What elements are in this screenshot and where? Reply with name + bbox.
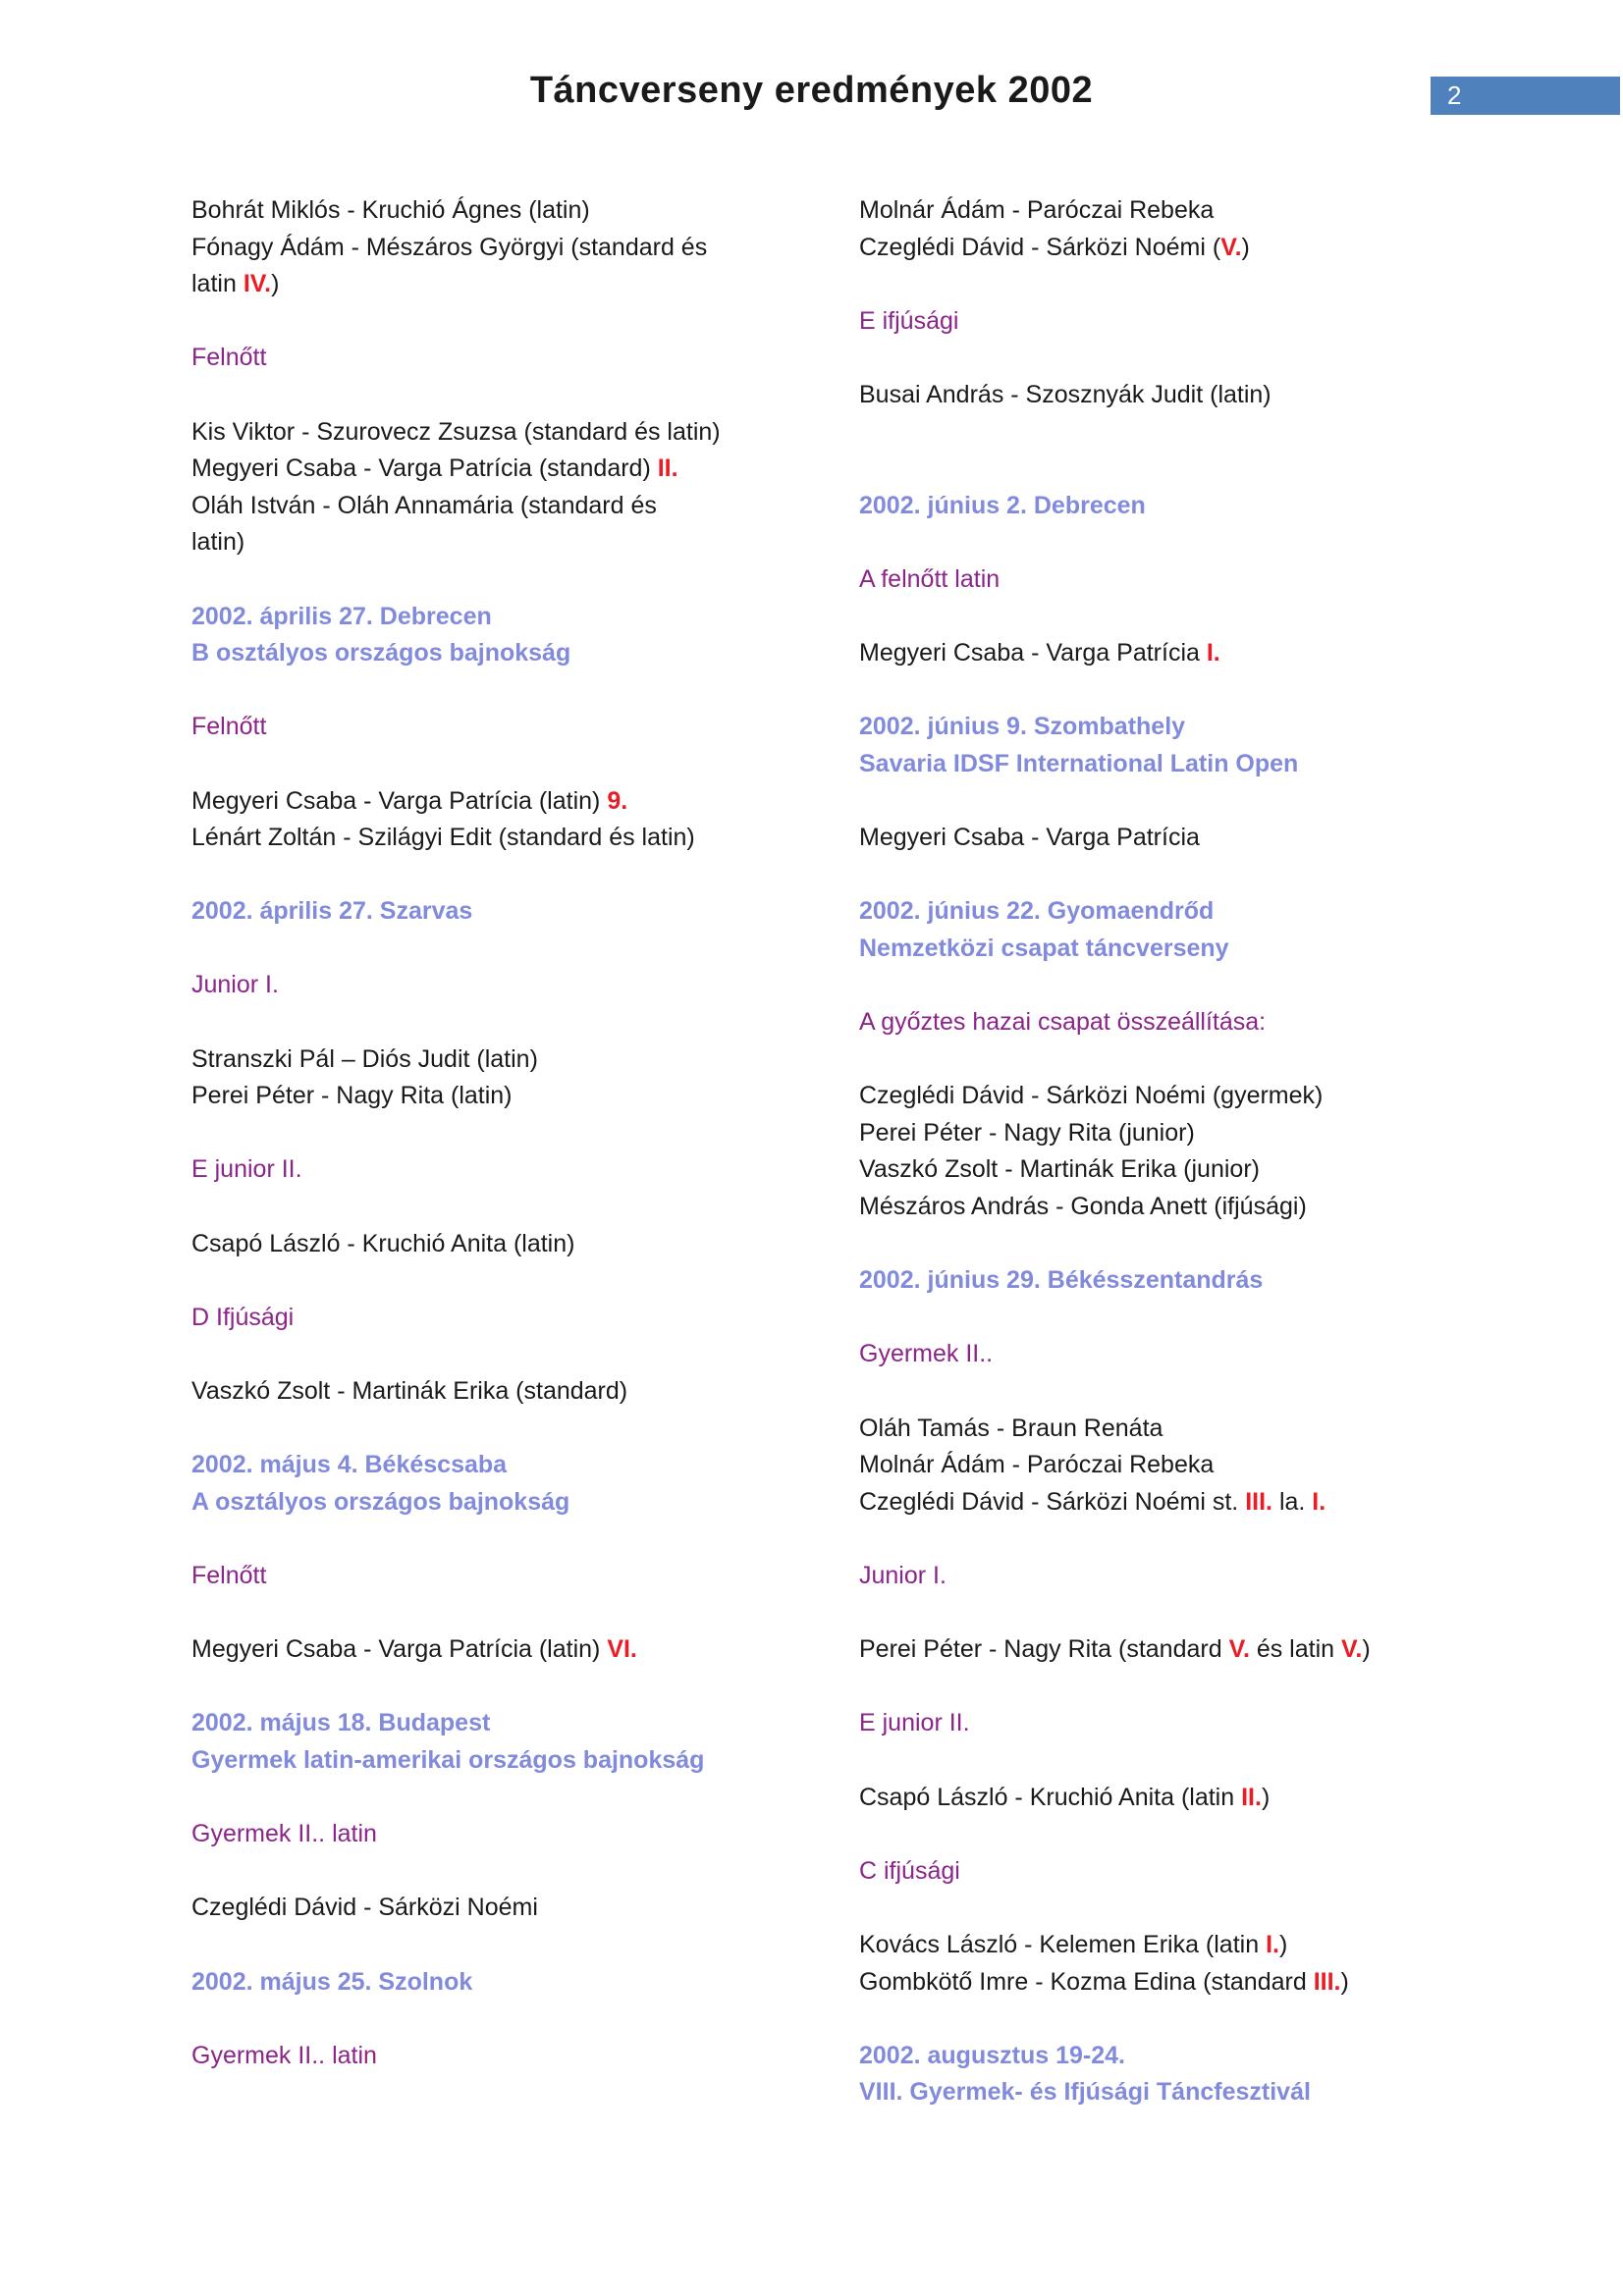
text-segment: Molnár Ádám - Paróczai Rebeka <box>859 1451 1215 1479</box>
text-segment: Gyermek latin-amerikai országos bajnokság <box>191 1745 705 1774</box>
couple-line <box>859 1189 1488 1226</box>
couple-line <box>859 1964 1488 2002</box>
blank-line <box>191 1853 820 1891</box>
text-segment: 2002. június 22. Gyomaendrőd <box>859 897 1215 926</box>
blank-line <box>859 1595 1488 1632</box>
blank-line <box>191 561 820 599</box>
blank-line <box>191 672 820 710</box>
text-segment: Czeglédi Dávid - Sárközi Noémi st. <box>859 1487 1246 1516</box>
couple-line <box>191 1890 820 1927</box>
text-segment: Gyermek II.. <box>859 1340 994 1368</box>
text-segment: B osztályos országos bajnokság <box>191 639 571 667</box>
category-heading <box>191 1300 820 1337</box>
blank-line <box>859 451 1488 488</box>
text-segment: 2002. május 4. Békéscsaba <box>191 1451 508 1479</box>
couple-line <box>859 1631 1488 1669</box>
blank-line <box>859 857 1488 894</box>
couple-line <box>191 192 820 230</box>
text-segment: ) <box>271 270 280 298</box>
text-segment: Kis Viktor - Szurovecz Zsuzsa (standard és latin) <box>191 417 721 446</box>
text-segment: Felnőtt <box>191 1561 267 1589</box>
date-heading <box>859 1262 1488 1300</box>
blank-line <box>191 931 820 968</box>
couple-line <box>191 783 820 821</box>
text-segment: 2002. augusztus 19-24. <box>859 2041 1125 2069</box>
date-heading <box>191 893 820 931</box>
text-segment: Vaszkó Zsolt - Martinák Erika (junior) <box>859 1155 1260 1184</box>
text-segment: Felnőtt <box>191 713 267 741</box>
text-segment: Megyeri Csaba - Varga Patrícia <box>859 639 1207 667</box>
text-segment: latin <box>191 270 243 298</box>
text-segment: Perei Péter - Nagy Rita (standard <box>859 1635 1229 1664</box>
couple-line <box>859 1411 1488 1448</box>
text-segment: 2002. június 9. Szombathely <box>859 713 1186 741</box>
couple-line <box>859 635 1488 672</box>
blank-line <box>859 1300 1488 1337</box>
text-segment: Czeglédi Dávid - Sárközi Noémi <box>191 1894 538 1922</box>
blank-line <box>191 1780 820 1817</box>
left-column <box>191 192 820 2074</box>
blank-line <box>859 599 1488 636</box>
text-segment: ) <box>1340 1967 1349 1996</box>
text-segment: ) <box>1261 1783 1271 1811</box>
category-heading <box>191 2038 820 2075</box>
couple-line <box>859 1484 1488 1522</box>
text-segment: E junior II. <box>859 1709 970 1737</box>
text-segment: E junior II. <box>191 1155 302 1184</box>
text-segment: Oláh István - Oláh Annamária (standard és <box>191 491 657 519</box>
blank-line <box>191 1336 820 1373</box>
date-heading <box>191 1705 820 1742</box>
blank-line <box>191 857 820 894</box>
couple-line <box>191 1373 820 1411</box>
couple-line <box>191 414 820 452</box>
text-segment: Busai András - Szosznyák Judit (latin) <box>859 380 1271 408</box>
blank-line <box>859 524 1488 561</box>
couple-line <box>191 524 820 561</box>
blank-line <box>191 1189 820 1226</box>
couple-line <box>191 820 820 857</box>
blank-line <box>859 783 1488 821</box>
result-rank: I. <box>1312 1487 1326 1516</box>
couple-line <box>859 192 1488 230</box>
date-heading <box>859 746 1488 783</box>
blank-line <box>859 1373 1488 1411</box>
text-segment: A győztes hazai csapat összeállítása: <box>859 1008 1267 1037</box>
couple-line <box>191 266 820 303</box>
blank-line <box>191 746 820 783</box>
text-segment: Gombkötő Imre - Kozma Edina (standard <box>859 1967 1314 1996</box>
blank-line <box>191 1004 820 1041</box>
couple-line <box>191 1041 820 1079</box>
text-segment: la. <box>1272 1487 1313 1516</box>
text-segment: A felnőtt latin <box>859 564 1001 593</box>
result-rank: I. <box>1206 639 1220 667</box>
blank-line <box>859 672 1488 710</box>
category-heading <box>859 1558 1488 1595</box>
blank-line <box>859 1890 1488 1927</box>
blank-line <box>191 2001 820 2038</box>
text-segment: 2002. május 18. Budapest <box>191 1709 491 1737</box>
couple-line <box>191 1226 820 1263</box>
text-segment: 2002. május 25. Szolnok <box>191 1967 473 1996</box>
couple-line <box>191 230 820 267</box>
text-segment: Savaria IDSF International Latin Open <box>859 749 1299 777</box>
text-segment: és latin <box>1249 1635 1341 1664</box>
text-segment: Megyeri Csaba - Varga Patrícia (standard) <box>191 454 658 483</box>
page-number: 2 <box>1447 80 1462 110</box>
category-heading <box>191 709 820 746</box>
category-heading <box>191 1558 820 1595</box>
text-segment: Megyeri Csaba - Varga Patrícia (latin) <box>191 786 608 815</box>
result-rank: IV. <box>243 270 272 298</box>
text-segment: Czeglédi Dávid - Sárközi Noémi ( <box>859 233 1221 261</box>
result-rank: 9. <box>607 786 628 815</box>
couple-line <box>859 230 1488 267</box>
category-heading <box>859 1336 1488 1373</box>
blank-line <box>859 266 1488 303</box>
category-heading <box>191 967 820 1004</box>
text-segment: ) <box>1278 1930 1288 1958</box>
date-heading <box>191 1447 820 1484</box>
date-heading <box>859 2074 1488 2111</box>
blank-line <box>191 1262 820 1300</box>
couple-line <box>191 1631 820 1669</box>
text-segment: Megyeri Csaba - Varga Patrícia (latin) <box>191 1635 608 1664</box>
result-rank: III. <box>1313 1967 1341 1996</box>
couple-line <box>859 1151 1488 1189</box>
text-segment: A osztályos országos bajnokság <box>191 1487 570 1516</box>
couple-line <box>859 1115 1488 1152</box>
page-title: Táncverseny eredmények 2002 <box>529 70 1094 111</box>
date-heading <box>859 931 1488 968</box>
text-segment: ) <box>1241 233 1250 261</box>
blank-line <box>191 1595 820 1632</box>
date-heading <box>191 1484 820 1522</box>
blank-line <box>859 340 1488 377</box>
text-segment: 2002. április 27. Szarvas <box>191 897 473 926</box>
couple-line <box>859 1927 1488 1964</box>
text-segment: Mészáros András - Gonda Anett (ifjúsági) <box>859 1193 1307 1221</box>
blank-line <box>191 377 820 414</box>
result-rank: II. <box>1241 1783 1262 1811</box>
category-heading <box>859 561 1488 599</box>
blank-line <box>859 1041 1488 1079</box>
blank-line <box>859 1521 1488 1558</box>
result-rank: VI. <box>607 1635 637 1664</box>
text-segment: Molnár Ádám - Paróczai Rebeka <box>859 196 1215 224</box>
text-segment: latin) <box>191 528 245 557</box>
text-segment: Lénárt Zoltán - Szilágyi Edit (standard és latin) <box>191 824 695 852</box>
couple-line <box>191 451 820 488</box>
text-segment: 2002. június 2. Debrecen <box>859 491 1146 519</box>
category-heading <box>859 1705 1488 1742</box>
text-segment: ) <box>1362 1635 1371 1664</box>
blank-line <box>859 414 1488 452</box>
text-segment: Perei Péter - Nagy Rita (latin) <box>191 1082 513 1110</box>
category-heading <box>859 303 1488 341</box>
couple-line <box>859 820 1488 857</box>
date-heading <box>859 488 1488 525</box>
blank-line <box>859 1742 1488 1780</box>
couple-line <box>191 1078 820 1115</box>
date-heading <box>191 635 820 672</box>
blank-line <box>859 1816 1488 1853</box>
date-heading <box>859 2038 1488 2075</box>
text-segment: Csapó László - Kruchió Anita (latin) <box>191 1229 575 1257</box>
text-segment: VIII. Gyermek- és Ifjúsági Táncfesztivál <box>859 2078 1311 2107</box>
result-rank: V. <box>1228 1635 1250 1664</box>
text-segment: Bohrát Miklós - Kruchió Ágnes (latin) <box>191 196 590 224</box>
text-segment: D Ifjúsági <box>191 1303 295 1331</box>
date-heading <box>191 599 820 636</box>
blank-line <box>191 1115 820 1152</box>
text-segment: Fónagy Ádám - Mészáros Györgyi (standard és <box>191 233 708 261</box>
couple-line <box>859 377 1488 414</box>
text-segment: Felnőtt <box>191 344 267 372</box>
result-rank: I. <box>1266 1930 1279 1958</box>
blank-line <box>191 1521 820 1558</box>
category-heading <box>191 340 820 377</box>
blank-line <box>859 2001 1488 2038</box>
category-heading <box>859 1853 1488 1891</box>
date-heading <box>859 709 1488 746</box>
blank-line <box>859 1226 1488 1263</box>
text-segment: Perei Péter - Nagy Rita (junior) <box>859 1118 1195 1147</box>
category-heading <box>191 1816 820 1853</box>
right-column <box>859 192 1488 2111</box>
text-segment: Megyeri Csaba - Varga Patrícia <box>859 824 1200 852</box>
text-segment: 2002. április 27. Debrecen <box>191 602 492 630</box>
text-segment: Gyermek II.. latin <box>191 1820 377 1848</box>
couple-line <box>859 1447 1488 1484</box>
blank-line <box>859 1669 1488 1706</box>
text-segment: Kovács László - Kelemen Erika (latin <box>859 1930 1267 1958</box>
category-heading <box>859 1004 1488 1041</box>
text-segment: 2002. június 29. Békésszentandrás <box>859 1266 1264 1295</box>
category-heading <box>191 1151 820 1189</box>
text-segment: Csapó László - Kruchió Anita (latin <box>859 1783 1242 1811</box>
couple-line <box>859 1078 1488 1115</box>
text-segment: Junior I. <box>859 1561 947 1589</box>
blank-line <box>859 967 1488 1004</box>
text-segment: Stranszki Pál – Diós Judit (latin) <box>191 1044 538 1073</box>
text-segment: Nemzetközi csapat táncverseny <box>859 934 1229 962</box>
text-segment: Oláh Tamás - Braun Renáta <box>859 1414 1163 1442</box>
text-segment: C ifjúsági <box>859 1856 960 1885</box>
text-segment: Vaszkó Zsolt - Martinák Erika (standard) <box>191 1377 628 1405</box>
date-heading <box>859 893 1488 931</box>
date-heading <box>191 1964 820 2002</box>
result-rank: II. <box>657 454 678 483</box>
text-segment: E ifjúsági <box>859 306 959 335</box>
blank-line <box>191 1411 820 1448</box>
result-rank: III. <box>1245 1487 1272 1516</box>
result-rank: V. <box>1341 1635 1363 1664</box>
couple-line <box>859 1780 1488 1817</box>
blank-line <box>191 1927 820 1964</box>
couple-line <box>191 488 820 525</box>
result-rank: V. <box>1220 233 1242 261</box>
blank-line <box>191 303 820 341</box>
page-number-badge <box>1431 77 1620 115</box>
text-segment: Gyermek II.. latin <box>191 2041 377 2069</box>
text-segment: Czeglédi Dávid - Sárközi Noémi (gyermek) <box>859 1082 1324 1110</box>
date-heading <box>191 1742 820 1780</box>
blank-line <box>191 1669 820 1706</box>
text-segment: Junior I. <box>191 971 279 999</box>
